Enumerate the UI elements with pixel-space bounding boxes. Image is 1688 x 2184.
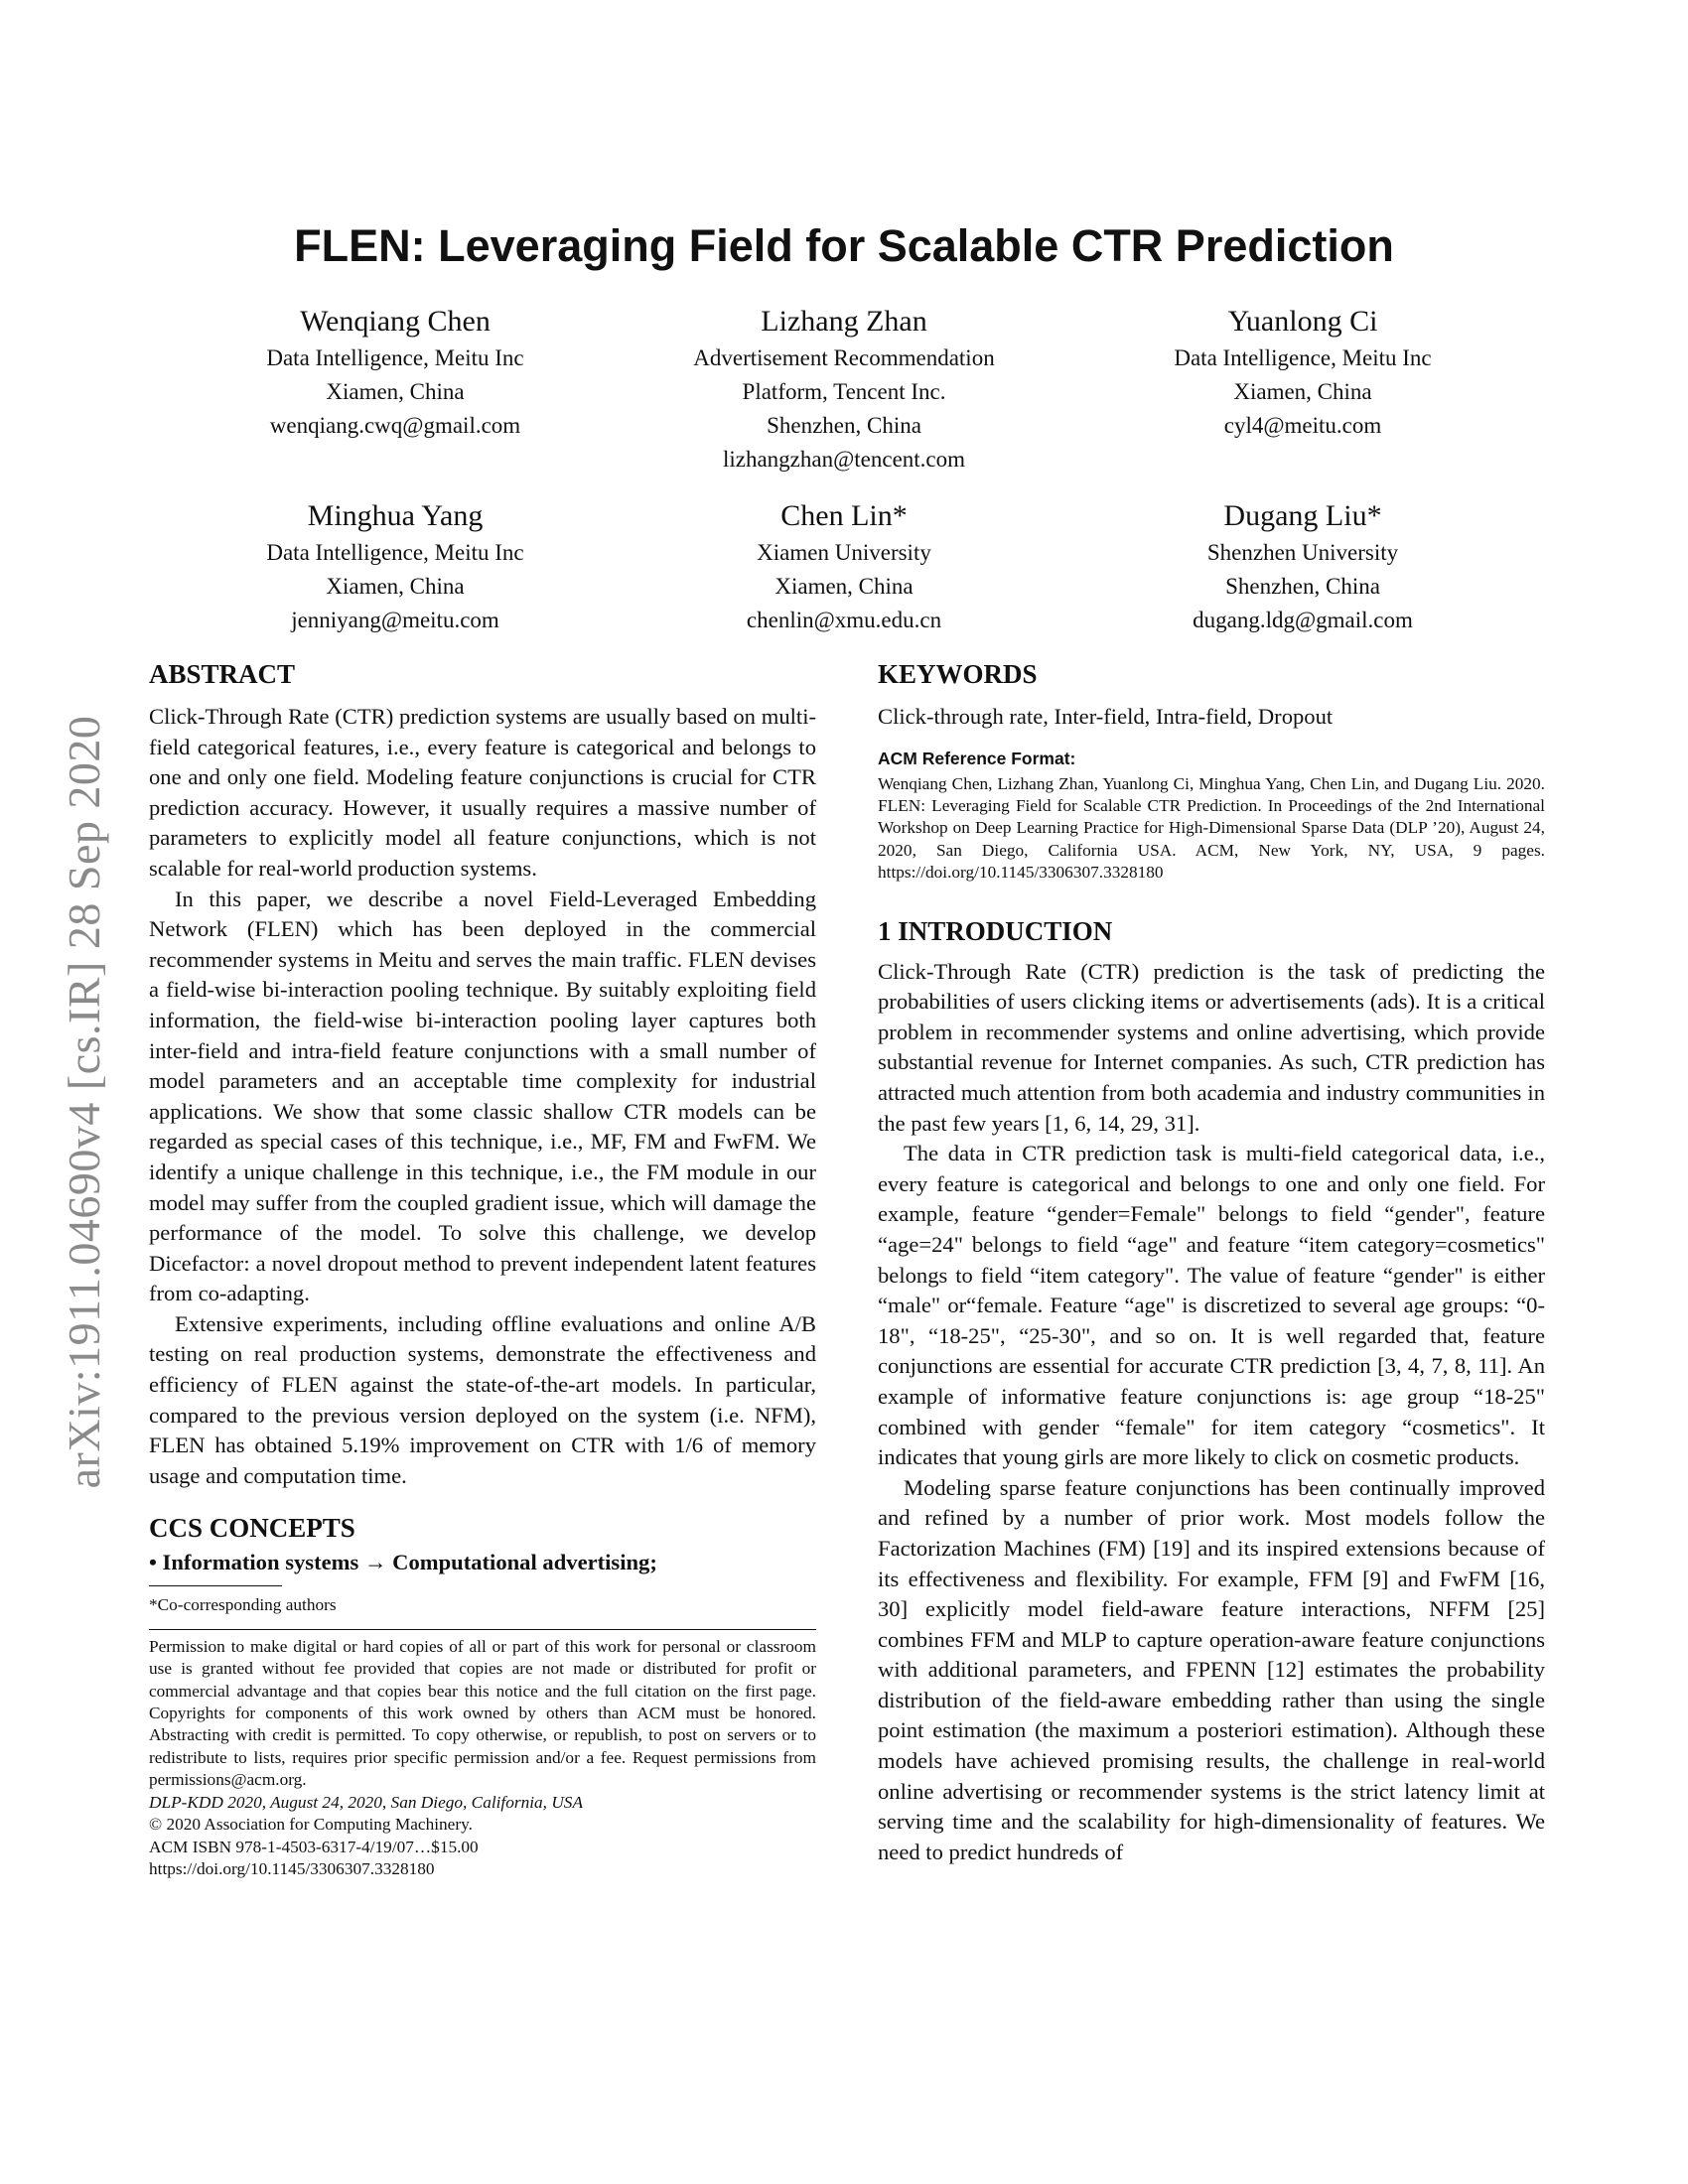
author-block xyxy=(177,496,614,637)
arxiv-stamp: arXiv:1911.04690v4 [cs.IR] 28 Sep 2020 xyxy=(59,715,109,1489)
ccs-heading: CCS CONCEPTS xyxy=(149,1513,355,1544)
author-affiliation: Platform, Tencent Inc. xyxy=(742,379,946,404)
author-email: wenqiang.cwq@gmail.com xyxy=(269,413,521,438)
acm-reference-heading: ACM Reference Format: xyxy=(878,748,1076,768)
author-affiliation: Shenzhen University xyxy=(1206,540,1399,565)
author-name: Minghua Yang xyxy=(307,499,484,532)
author-block xyxy=(626,302,1062,477)
author-email: cyl4@meitu.com xyxy=(1223,413,1382,438)
intro-paragraph: Modeling sparse feature conjunctions has been continually improved and refined by a number of prior work. Most models follow the Factorization Machines (FM) [19] and its inspired extensions because of its effectiveness and flexibility. For example, FFM [9] and FwFM [16, 30] explicitly model field-aware feature interactions, NFFM [25] combines FFM and MLP to capture operation-aware feature conjunctions with additional parameters, and FPENN [12] estimates the probability distribution of the field-aware embedding rather than using the single point estimation (the maximum a posteriori estimation). Although these models have achieved promising results, the challenge in real-world online advertising or recommender systems is the strict latency limit at serving time and the scalability for high-dimensionality of features. We need to predict hundreds of xyxy=(878,1474,1545,1864)
abstract-paragraph: In this paper, we describe a novel Field-Leveraged Embedding Network (FLEN) which has been deployed in the commercial recommender systems in Meitu and serves the main traffic. FLEN devises a field-wise bi-interaction pooling technique. By suitably exploiting field information, the field-wise bi-interaction pooling layer captures both inter-field and intra-field feature conjunctions with a small number of model parameters and an acceptable time complexity for industrial applications. We show that some classic shallow CTR models can be regarded as special cases of this technique, i.e., MF, FM and FwFM. We identify a unique challenge in this technique, i.e., the FM module in our model may suffer from the coupled gradient issue, which will damage the performance of the model. To solve this challenge, we develop Dicefactor: a novel dropout method to prevent independent latent features from co-adapting. xyxy=(149,886,816,1306)
author-email: chenlin@xmu.edu.cn xyxy=(746,608,942,632)
author-location: Xiamen, China xyxy=(1233,379,1372,404)
isbn-line: ACM ISBN 978-1-4503-6317-4/19/07…$15.00 xyxy=(149,1837,479,1856)
author-name: Chen Lin* xyxy=(780,499,908,532)
ccs-concept: • Information systems → Computational advertising; xyxy=(149,1550,657,1575)
author-name: Wenqiang Chen xyxy=(300,305,491,338)
author-name: Dugang Liu* xyxy=(1223,499,1382,532)
author-affiliation: Xiamen University xyxy=(757,540,931,565)
author-block xyxy=(1084,496,1521,637)
keywords-heading: KEYWORDS xyxy=(878,659,1038,689)
copyright-line: © 2020 Association for Computing Machinery. xyxy=(149,1815,473,1835)
author-affiliation: Data Intelligence, Meitu Inc xyxy=(266,540,524,565)
abstract-paragraph: Extensive experiments, including offline evaluations and online A/B testing on real production systems, demonstrate the effectiveness and efficiency of FLEN against the state-of-the-art models. In particular, compared to the previous version deployed on the system (i.e. NFM), FLEN has obtained 5.19% improvement on CTR with 1/6 of memory usage and computation time. xyxy=(149,1310,816,1488)
left-column xyxy=(149,659,816,1880)
author-location: Shenzhen, China xyxy=(767,413,921,438)
right-column xyxy=(878,659,1545,1867)
author-location: Xiamen, China xyxy=(326,574,465,599)
permission-notice: Permission to make digital or hard copies of all or part of this work for personal or classroom use is granted without fee provided that copies are not made or distributed for profit or commercial advantage and that copies bear this notice and the full citation on the first page. Copyrights for components of this work owned by others than ACM must be honored. Abstracting with credit is permitted. To copy otherwise, or republish, to post on servers or to redistribute to lists, requires prior specific permission and/or a fee. Request permissions from permissions@acm.org. xyxy=(149,1636,816,1790)
author-email: dugang.ldg@gmail.com xyxy=(1193,608,1413,632)
author-name: Yuanlong Ci xyxy=(1227,305,1378,338)
author-block xyxy=(177,302,614,443)
author-email: lizhangzhan@tencent.com xyxy=(722,447,966,472)
author-location: Xiamen, China xyxy=(326,379,465,404)
keywords-text: Click-through rate, Inter-field, Intra-field, Dropout xyxy=(878,704,1334,729)
footnote-rule xyxy=(149,1585,282,1586)
author-block xyxy=(1084,302,1521,443)
author-location: Shenzhen, China xyxy=(1225,574,1380,599)
author-name: Lizhang Zhan xyxy=(761,305,927,338)
intro-paragraph: The data in CTR prediction task is multi-field categorical data, i.e., every feature is categorical and belongs to one and only one field. For example, feature “gender=Female" belongs to field “gender", feature “age=24" belongs to field “age" and feature “item category=cosmetics" belongs to field “item category". The value of feature “gender" is either “male" or“female. Feature “age" is discretized to several age groups: “0-18", “18-25", “25-30", and so on. It is well regarded that, feature conjunctions are essential for accurate CTR prediction [3, 4, 7, 8, 11]. An example of informative feature conjunctions is: age group “18-25" combined with gender “female" for item category “cosmetics". It indicates that young girls are more likely to click on cosmetic products. xyxy=(878,1141,1545,1470)
abstract-heading: ABSTRACT xyxy=(149,659,296,689)
author-email: jenniyang@meitu.com xyxy=(291,608,499,632)
author-location: Xiamen, China xyxy=(774,574,914,599)
author-affiliation: Advertisement Recommendation xyxy=(693,345,995,370)
doi-link[interactable]: https://doi.org/10.1145/3306307.3328180 xyxy=(149,1858,435,1878)
permission-rule xyxy=(149,1629,816,1630)
footnote: *Co-corresponding authors xyxy=(149,1595,337,1615)
section-heading: 1 INTRODUCTION xyxy=(878,915,1113,946)
author-affiliation: Data Intelligence, Meitu Inc xyxy=(266,345,524,370)
intro-paragraph: Click-Through Rate (CTR) prediction is the task of predicting the probabilities of users clicking items or advertisements (ads). It is a critical problem in recommender systems and online advertising, which provide substantial revenue for Internet companies. As such, CTR prediction has attracted much attention from both academia and industry communities in the past few years [1, 6, 14, 29, 31]. xyxy=(878,958,1545,1136)
abstract-paragraph: Click-Through Rate (CTR) prediction systems are usually based on multi-field categorical features, i.e., every feature is categorical and belongs to one and only one field. Modeling feature conjunctions is crucial for CTR prediction accuracy. However, it usually requires a massive number of parameters to explicitly model all feature conjunctions, which is not scalable for real-world production systems. xyxy=(149,704,816,881)
venue-line: DLP-KDD 2020, August 24, 2020, San Diego, California, USA xyxy=(149,1792,584,1812)
author-block xyxy=(626,496,1062,637)
acm-reference-text: Wenqiang Chen, Lizhang Zhan, Yuanlong Ci, Minghua Yang, Chen Lin, and Dugang Liu. 2020. FLEN: Leveraging Field for Scalable CTR Prediction. In Proceedings of the 2nd International Workshop on Deep Learning Practice for High-Dimensional Sparse Data (DLP ’20), August 24, 2020, San Diego, California USA. ACM, New York, NY, USA, 9 pages. https://doi.org/10.1145/3306307.3328180 xyxy=(878,773,1545,883)
paper-title: FLEN: Leveraging Field for Scalable CTR Prediction xyxy=(294,220,1394,271)
author-affiliation: Data Intelligence, Meitu Inc xyxy=(1174,345,1432,370)
